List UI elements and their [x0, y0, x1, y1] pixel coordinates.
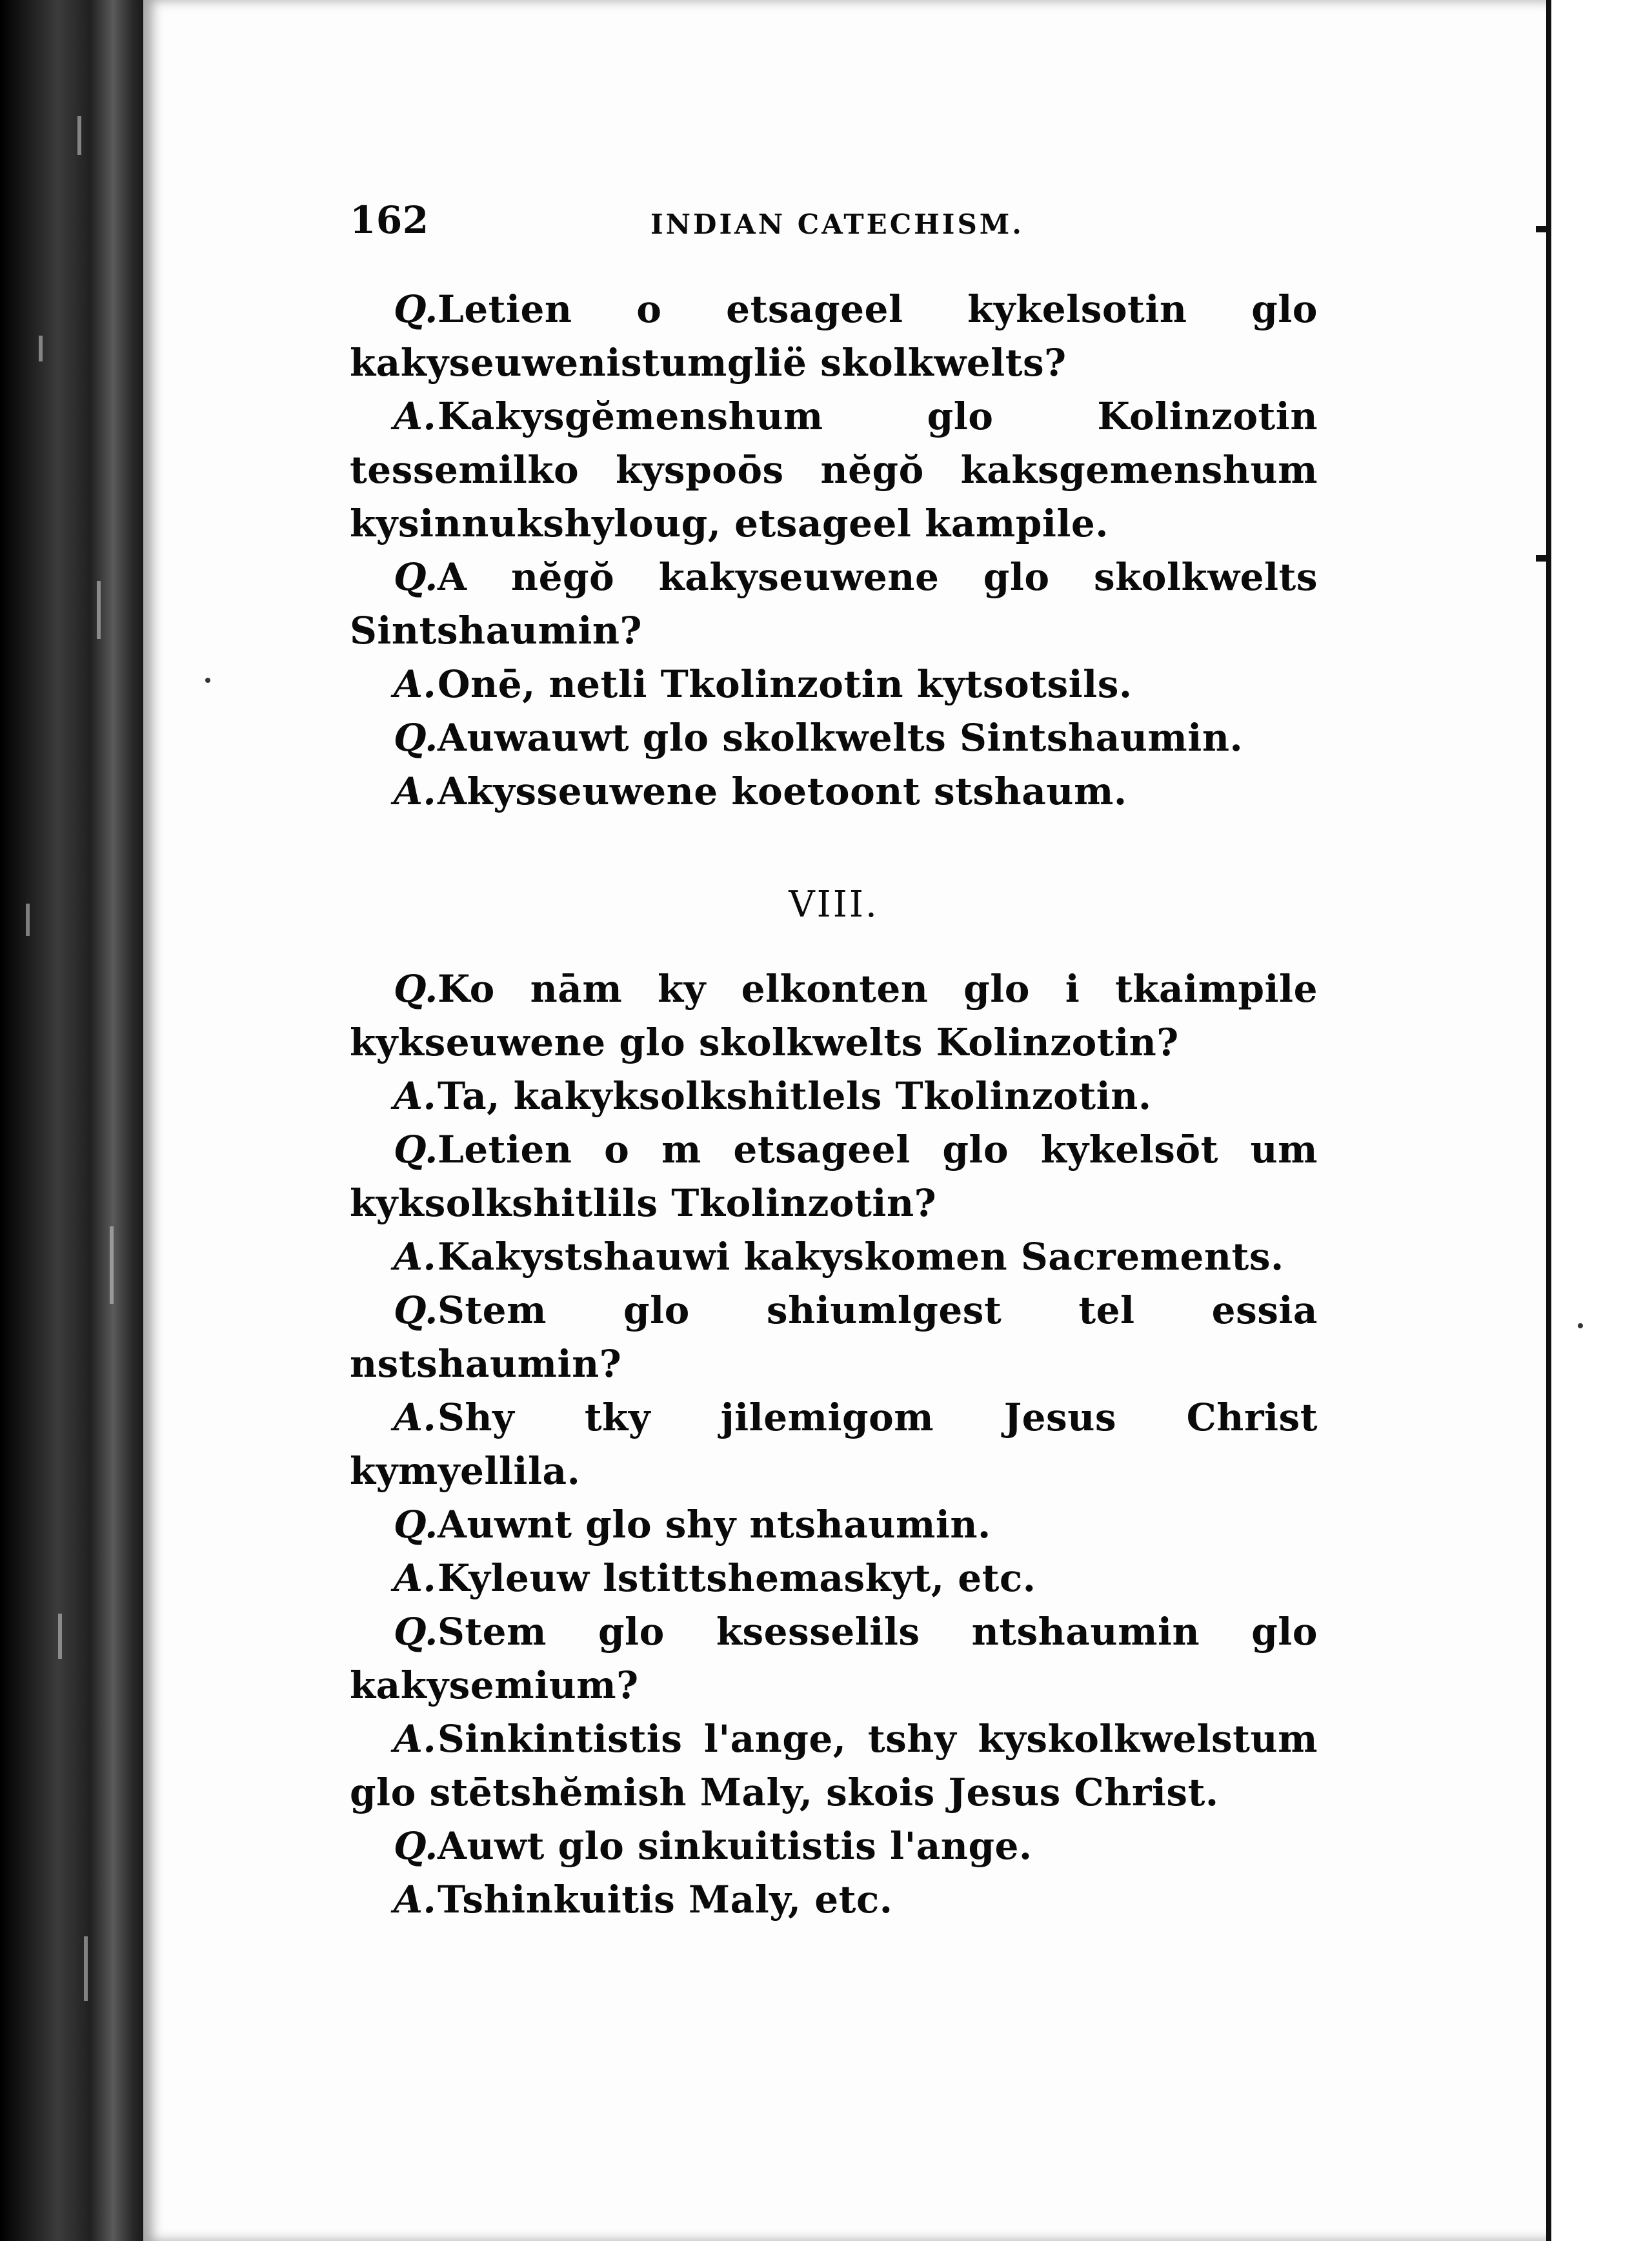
qa-paragraph: [350, 1605, 1318, 1712]
qa-paragraph: [350, 283, 1318, 390]
page-number: 162: [350, 198, 429, 242]
qa-paragraph: [350, 1391, 1318, 1498]
speaker-label: A.: [394, 1556, 437, 1600]
speaker-label: Q.: [394, 967, 438, 1011]
catechism-block-2: [350, 962, 1318, 1927]
qa-text: Onē, netli Tkolinzotin kytsotsils.: [438, 662, 1133, 706]
qa-text: Sinkintistis l'ange, tshy kyskolkwelstum glo stētshĕmish Maly, skois Jesus Christ.: [350, 1717, 1318, 1814]
speaker-label: Q.: [394, 1503, 438, 1546]
qa-paragraph: [350, 1552, 1318, 1605]
gutter-streak: [39, 336, 43, 361]
qa-paragraph: [350, 765, 1318, 818]
qa-text: Kakystshauwi kakyskomen Sacrements.: [438, 1235, 1284, 1279]
qa-text: Akysseuwene koetoont stshaum.: [438, 769, 1127, 813]
speaker-label: A.: [394, 1717, 437, 1761]
section-heading: VIII.: [789, 884, 879, 926]
qa-text: Ta, kakyksolkshitlels Tkolinzotin.: [438, 1074, 1152, 1118]
qa-paragraph: [350, 962, 1318, 1070]
speaker-label: Q.: [394, 1610, 438, 1654]
catechism-block-1: [350, 283, 1318, 818]
qa-paragraph: [350, 1712, 1318, 1820]
gutter-streak: [84, 1936, 88, 2001]
right-margin: [1547, 0, 1652, 2241]
speaker-label: Q.: [394, 555, 438, 599]
speaker-label: A.: [394, 662, 437, 706]
speaker-label: A.: [394, 769, 437, 813]
qa-paragraph: [350, 711, 1318, 765]
gutter-streak: [26, 904, 30, 936]
fold-line: [1546, 0, 1551, 2241]
qa-text: A nĕgŏ kakyseuwene glo skolkwelts Sintshaumin?: [350, 555, 1318, 653]
qa-text: Stem glo ksesselils ntshaumin glo kakysemium?: [350, 1610, 1318, 1707]
speck: [205, 678, 210, 683]
qa-paragraph: [350, 658, 1318, 711]
qa-paragraph: [350, 1873, 1318, 1927]
qa-text: Letien o etsageel kykelsotin glo kakyseuwenistumgliё skolkwelts?: [350, 287, 1318, 385]
running-title: INDIAN CATECHISM.: [650, 208, 1024, 240]
speaker-label: Q.: [394, 287, 438, 331]
speaker-label: A.: [394, 394, 437, 438]
qa-paragraph: [350, 1070, 1318, 1123]
qa-text: Stem glo shiumlgest tel essia nstshaumin?: [350, 1288, 1318, 1386]
qa-text: Auwnt glo shy ntshaumin.: [438, 1503, 991, 1546]
qa-paragraph: [350, 1230, 1318, 1284]
speaker-label: Q.: [394, 1824, 438, 1868]
qa-paragraph: [350, 390, 1318, 551]
qa-paragraph: [350, 1498, 1318, 1552]
speaker-label: A.: [394, 1235, 437, 1279]
qa-text: Tshinkuitis Maly, etc.: [438, 1878, 893, 1922]
qa-text: Shy tky jilemigom Jesus Christ kymyellila.: [350, 1395, 1318, 1493]
speaker-label: A.: [394, 1878, 437, 1922]
qa-paragraph: [350, 1123, 1318, 1230]
gutter-streak: [110, 1226, 114, 1304]
running-head: [350, 194, 1318, 245]
qa-paragraph: [350, 551, 1318, 658]
gutter-streak: [58, 1614, 62, 1659]
speaker-label: Q.: [394, 716, 438, 760]
speaker-label: A.: [394, 1074, 437, 1118]
qa-text: Auwt glo sinkuitistis l'ange.: [438, 1824, 1032, 1868]
book-gutter: [0, 0, 148, 2241]
gutter-streak: [77, 116, 81, 155]
page-text: [350, 194, 1318, 1927]
qa-paragraph: [350, 1820, 1318, 1873]
speaker-label: Q.: [394, 1288, 438, 1332]
gutter-streak: [97, 581, 101, 639]
qa-text: Kakysgĕmenshum glo Kolinzotin tessemilko kyspoōs nĕgŏ kaksgemenshum kysinnukshyloug, etsageel kampile.: [350, 394, 1318, 545]
speck: [1578, 1323, 1583, 1328]
qa-text: Kyleuw lstittshemaskyt, etc.: [438, 1556, 1036, 1600]
qa-text: Letien o m etsageel glo kykelsōt um kyksolkshitlils Tkolinzotin?: [350, 1128, 1318, 1225]
qa-text: Ko nām ky elkonten glo i tkaimpile kykseuwene glo skolkwelts Kolinzotin?: [350, 967, 1318, 1064]
speaker-label: A.: [394, 1395, 437, 1439]
fold-tick: [1536, 226, 1550, 232]
speaker-label: Q.: [394, 1128, 438, 1171]
qa-paragraph: [350, 1284, 1318, 1391]
qa-text: Auwauwt glo skolkwelts Sintshaumin.: [438, 716, 1244, 760]
fold-tick: [1536, 555, 1550, 562]
